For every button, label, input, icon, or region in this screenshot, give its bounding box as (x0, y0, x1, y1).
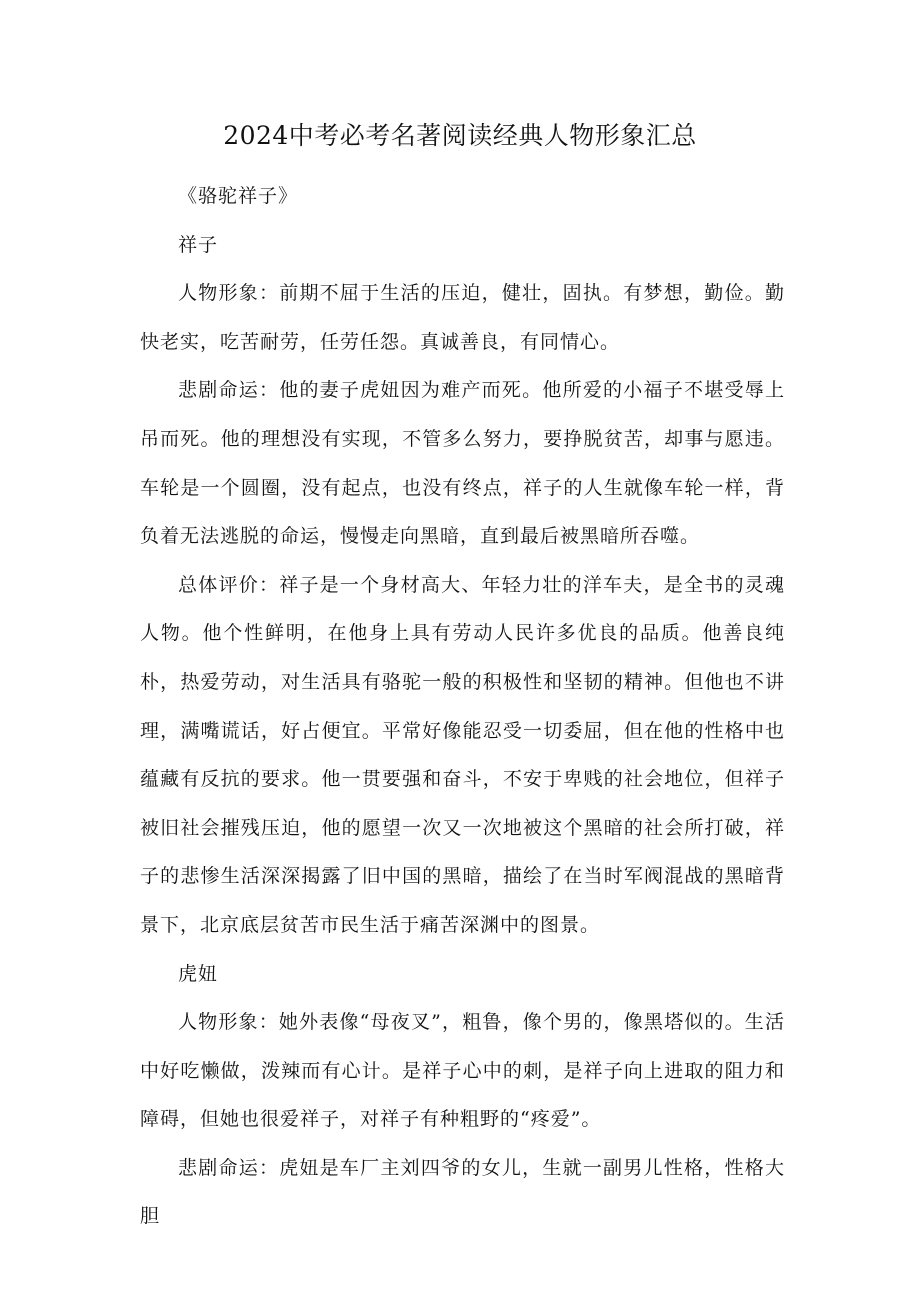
document-body (140, 172, 785, 1241)
character-heading-xiangzi: 祥子 (178, 233, 219, 256)
paragraph-xiangzi-fate: 悲剧命运：他的妻子虎妞因为难产而死。他所爱的小福子不堪受辱上吊而死。他的理想没有实现，不管多么努力，要挣脱贫苦，却事与愿违。车轮是一个圆圈，没有起点，也没有终点，祥子的人生就像车轮一样，背负着无法逃脱的命运，慢慢走向黑暗，直到最后被黑暗所吞噬。 (140, 379, 785, 548)
paragraph-xiangzi-evaluation: 总体评价：祥子是一个身材高大、年轻力壮的洋车夫，是全书的灵魂人物。他个性鲜明，在他身上具有劳动人民许多优良的品质。他善良纯朴，热爱劳动，对生活具有骆驼一般的积极性和坚韧的精神。但他也不讲理，满嘴谎话，好占便宜。平常好像能忍受一切委屈，但在他的性格中也蕴藏有反抗的要求。他一贯要强和奋斗，不安于卑贱的社会地位，但祥子被旧社会摧残压迫，他的愿望一次又一次地被这个黑暗的社会所打破，祥子的悲惨生活深深揭露了旧中国的黑暗，描绘了在当时军阀混战的黑暗背景下，北京底层贫苦市民生活于痛苦深渊中的图景。 (140, 573, 785, 936)
paragraph-xiangzi-image: 人物形象：前期不屈于生活的压迫，健壮，固执。有梦想，勤俭。勤快老实，吃苦耐劳，任劳任怨。真诚善良，有同情心。 (140, 282, 785, 353)
character-heading-huniu: 虎妞 (178, 962, 219, 985)
paragraph-huniu-fate: 悲剧命运：虎妞是车厂主刘四爷的女儿，生就一副男儿性格，性格大胆 (140, 1156, 785, 1228)
paragraph-huniu-image: 人物形象：她外表像“母夜叉”，粗鲁，像个男的，像黑塔似的。生活中好吃懒做，泼辣而有心计。是祥子心中的刺，是祥子向上进取的阻力和障碍，但她也很爱祥子，对祥子有种粗野的“疼爱”。 (140, 1011, 785, 1131)
book-title: 《骆驼祥子》 (178, 185, 299, 207)
document-title: 2024中考必考名著阅读经典人物形象汇总 (223, 121, 697, 150)
